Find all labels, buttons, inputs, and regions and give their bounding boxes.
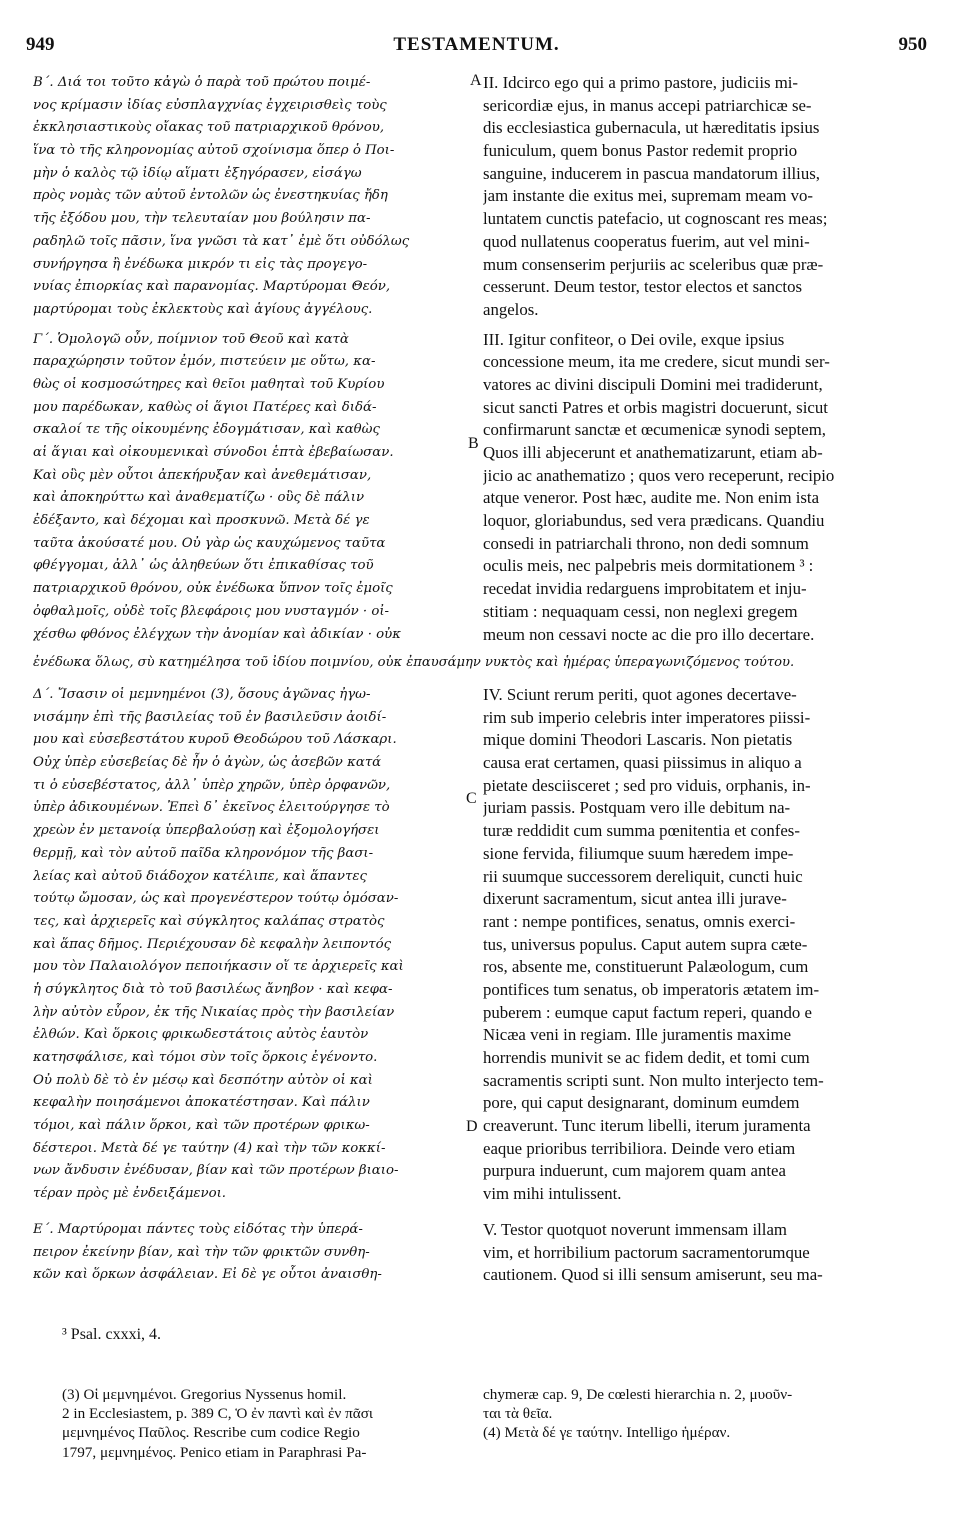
spanning-greek-line: ἐνέδωκα ὅλως, σὺ κατημέλησα τοῦ ἰδίου ποιμνίου, οὐκ ἐπαυσάμην νυκτὸς καὶ ἡμέρας ὑπεραγωνιζόμενος τούτου. bbox=[33, 655, 795, 670]
text-line: cesserunt. Deum testor, testor electos et sanctos bbox=[483, 277, 803, 297]
text-line: vatores ac divini discipuli Domini mei tradiderunt, bbox=[483, 374, 823, 394]
text-line: τι ὁ εὐσεβέστατος, ἀλλ᾿ ὑπὲρ χηρῶν, ὑπὲρ ὀρφανῶν, bbox=[33, 777, 391, 793]
text-line: συνήργησα ἢ ἐνέδωκα μικρόν τι εἰς τὰς προγεγο- bbox=[33, 256, 368, 272]
text-line: τούτῳ ὤμοσαν, ὡς καὶ προγενέστερον τούτῳ ὀμόσαν- bbox=[33, 891, 399, 907]
text-line: παραχώρησιν τοῦτον ἐμόν, πιστεύειν με οὕτω, κα- bbox=[33, 354, 376, 370]
text-line: turæ reddidit cum summa pœnitentia et confes- bbox=[483, 821, 800, 841]
latin-column-lower bbox=[483, 684, 920, 1287]
text-line: τῆς ἐξόδου μου, τὴν τελευταίαν μου βούλησιν πα- bbox=[33, 211, 371, 227]
text-line: angelos. bbox=[483, 299, 539, 319]
text-line: πρὸς νομὰς τῶν αὐτοῦ ἐντολῶν ὡς ἐνεστηκυίας ἤδη bbox=[33, 188, 388, 204]
text-line: πειρον ἐκείνην βίαν, καὶ τὴν τῶν φρικτῶν συνθη- bbox=[33, 1244, 370, 1260]
text-line: σκαλοί τε τῆς οἰκουμένης ἐδογμάτισαν, καὶ καθὼς bbox=[33, 422, 380, 438]
text-line: τέραν πρὸς μὲ ἐνδειξάμενοι. bbox=[33, 1186, 227, 1202]
text-line: μου παρέδωκαν, καθὼς οἱ ἅγιοι Πατέρες καὶ διδά- bbox=[33, 399, 377, 415]
text-line: dixerunt sacramentum, sicut antea illi jurave- bbox=[483, 889, 787, 909]
text-line: ἐδέξαντο, καὶ δέχομαι καὶ προσκυνῶ. Μετὰ δέ γε bbox=[33, 513, 370, 529]
greek-paragraph-3 bbox=[33, 329, 470, 647]
text-line: eaque prioribus terribiliora. Deinde vero etiam bbox=[483, 1138, 796, 1158]
margin-marker-a: A bbox=[470, 72, 482, 89]
text-line: V. Testor quotquot noverunt immensam illam bbox=[483, 1219, 787, 1239]
text-line: ραδηλῶ τοῖς πᾶσιν, ἵνα γνῶσι τὰ κατ᾿ ἐμὲ ὅτι οὐδόλως bbox=[33, 233, 410, 249]
text-line: quod nullatenus cooperatus fuerim, aut vel mini- bbox=[483, 231, 810, 251]
greek-column bbox=[33, 72, 470, 646]
text-line: θὼς οἱ κοσμοσώτηρες καὶ θεῖοι μαθηταὶ τοῦ Κυρίου bbox=[33, 376, 385, 392]
left-page-number: 949 bbox=[26, 34, 55, 55]
text-line: ἡ σύγκλητος διὰ τὸ τοῦ βασιλέως ἄνηβον · καὶ κεφα- bbox=[33, 981, 393, 997]
text-line: III. Igitur confiteor, o Dei ovile, exque ipsius bbox=[483, 329, 785, 349]
text-line: consedi in patriarchali throno, non dedi somnum bbox=[483, 533, 809, 553]
text-line: 1797, μεμνημένος. Penico etiam in Paraphrasi Pa- bbox=[62, 1443, 367, 1461]
text-line: sericordiæ ejus, in manus accepi patriarchicæ se- bbox=[483, 95, 812, 115]
text-line: meum non cessavi nocte ac die pro illo decertare. bbox=[483, 624, 815, 644]
text-line: νισάμην ἐπὶ τῆς βασιλείας τοῦ ἐν βασιλεῦσιν ἀοιδί- bbox=[33, 709, 387, 725]
text-line: chymeræ cap. 9, De cœlesti hierarchia n. 2, μυοῦν- bbox=[483, 1386, 793, 1403]
text-line: rant : nempe pontifices, senatus, omnis exerci- bbox=[483, 911, 796, 931]
text-line: loquor, gloriabundus, sed vera prædicans. Quandiu bbox=[483, 511, 825, 531]
text-line: πατριαρχικοῦ θρόνου, οὐκ ἐνέδωκα ὕπνον τοῖς ἐμοῖς bbox=[33, 581, 393, 597]
text-line: νος κρίμασιν ἰδίας εὐσπλαγχνίας ἐγχειρισθεὶς τοὺς bbox=[33, 97, 387, 113]
text-line: Ε΄. Μαρτύρομαι πάντες τοὺς εἰδότας τὴν ὑπερά- bbox=[33, 1221, 363, 1237]
scripture-footnote: ³ Psal. cxxxi, 4. bbox=[62, 1326, 162, 1343]
text-line: Β΄. Διά τοι τοῦτο κἀγὼ ὁ παρὰ τοῦ πρώτου ποιμέ- bbox=[33, 75, 371, 90]
text-line: φθέγγομαι, ἀλλ᾿ ὡς ἀληθεύων ὅτι ἐπικαθίσας τοῦ bbox=[33, 558, 374, 574]
greek-column-lower bbox=[33, 684, 470, 1287]
text-line: atque veneror. Post hæc, audite me. Non enim ista bbox=[483, 488, 820, 508]
text-line: vim, et horribilium pactorum sacramentorumque bbox=[483, 1242, 810, 1262]
text-line: puberem : eumque caput factum reperi, quando e bbox=[483, 1002, 812, 1022]
text-line: τες, καὶ ἀρχιερεῖς καὶ σύγκλητος καλάπας στρατὸς bbox=[33, 913, 385, 929]
greek-paragraph-2 bbox=[33, 72, 470, 322]
text-line: κῶν καὶ ὅρκων ἀσφάλειαν. Εἰ δὲ γε οὗτοι ἀναισθη- bbox=[33, 1267, 382, 1283]
text-line: Οὐ πολὺ δὲ τὸ ἐν μέσῳ καὶ δεσπότην αὐτὸν οἱ καὶ bbox=[33, 1072, 373, 1088]
margin-marker-c: C bbox=[466, 790, 477, 807]
text-line: rii suumque successorem dereliquit, cuncti huic bbox=[483, 866, 803, 886]
text-line: λείας καὶ αὐτοῦ διάδοχον κατέλιπε, καὶ ἅπαντες bbox=[33, 868, 367, 884]
text-line: ὀφθαλμοῖς, οὐδὲ τοῖς βλεφάροις μου νυσταγμόν · οἰ- bbox=[33, 603, 390, 619]
text-line: ἐλθών. Καὶ ὅρκοις φρικωδεστάτοις αὐτὸς ἑαυτὸν bbox=[33, 1027, 369, 1043]
text-line: νυίας ἐπιορκίας καὶ παρανομίας. Μαρτύρομαι Θεόν, bbox=[33, 279, 391, 295]
text-line: μου τὸν Παλαιολόγον πεποιήκασιν οἵ τε ἀρχιερεῖς καὶ bbox=[33, 959, 404, 975]
text-line: Nicæa veni in regiam. Ille juramentis maxime bbox=[483, 1025, 792, 1045]
text-line: καὶ ἅπας δῆμος. Περιέχουσαν δὲ κεφαλὴν λειποντός bbox=[33, 936, 392, 952]
text-line: ἵνα τὸ τῆς κληρονομίας αὐτοῦ σχοίνισμα ὅπερ ὁ Ποι- bbox=[33, 143, 395, 159]
notes-right bbox=[483, 1385, 923, 1443]
text-line: 2 in Ecclesiastem, p. 389 C, Ὁ ἐν παντὶ καὶ ἐν πᾶσι bbox=[62, 1405, 373, 1423]
text-line: pietate desciisceret ; sed pro viduis, orphanis, in- bbox=[483, 775, 811, 795]
text-line: sanguine, inducerem in pascua mandatorum illius, bbox=[483, 163, 820, 183]
text-line: recedat invidia redarguens improbitatem et inju- bbox=[483, 579, 807, 599]
notes-left bbox=[62, 1385, 462, 1462]
text-line: jam instante die exitus mei, supremam meam vo- bbox=[483, 186, 813, 206]
text-line: sacramentis scripti sunt. Non multo interjecto tem- bbox=[483, 1070, 824, 1090]
text-line: Καὶ οὓς μὲν οὗτοι ἀπεκήρυξαν καὶ ἀνεθεμάτισαν, bbox=[33, 467, 372, 483]
text-line: Quos illi abjecerunt et anathematizarunt, etiam ab- bbox=[483, 443, 823, 462]
text-line: μου καὶ εὐσεβεστάτου κυροῦ Θεοδώρου τοῦ Λάσκαρι. bbox=[33, 732, 397, 748]
running-title: TESTAMENTUM. bbox=[393, 34, 560, 55]
margin-marker-d: D bbox=[466, 1118, 478, 1135]
page-header bbox=[26, 34, 927, 62]
full-width-line bbox=[33, 652, 920, 675]
text-line: τόμοι, καὶ πάλιν ὅρκοι, καὶ τῶν προτέρων φρικω- bbox=[33, 1118, 370, 1134]
text-line: oculis meis, nec palpebris meis dormitationem ³ : bbox=[483, 556, 814, 576]
text-line: jicio ac anathematizo ; quos vero receperunt, recipio bbox=[483, 465, 835, 485]
text-line: concessione meum, ita me credere, sicut mundi ser- bbox=[483, 352, 830, 372]
text-line: stitiam : nequaquam cessi, non neglexi gregem bbox=[483, 601, 798, 621]
text-line: cautionem. Quod si illi sensum amiserunt, seu ma- bbox=[483, 1265, 823, 1285]
text-line: mum consenserim perjuriis ac sceleribus quæ præ- bbox=[483, 254, 824, 274]
latin-paragraph-2 bbox=[483, 72, 920, 322]
text-line: καὶ ἀποκηρύττω καὶ ἀναθεματίζω · οὓς δὲ πάλιν bbox=[33, 490, 365, 506]
text-line: sione fervida, filiumque suum hæredem impe- bbox=[483, 843, 794, 863]
text-line: funiculum, quem bonus Pastor redemit proprio bbox=[483, 141, 798, 161]
text-line: δέστεροι. Μετὰ δέ γε ταύτην (4) καὶ τὴν τῶν κοκκί- bbox=[33, 1140, 386, 1156]
text-line: tus, universus populus. Caput autem supra cæte- bbox=[483, 934, 808, 954]
text-line: κατησφάλισε, καὶ τόμοι σὺν τοῖς ὅρκοις ἐγένοντο. bbox=[33, 1050, 378, 1065]
text-line: dis ecclesiastica gubernacula, ut hæreditatis ipsius bbox=[483, 118, 820, 138]
latin-paragraph-3 bbox=[483, 329, 920, 647]
margin-marker-b: B bbox=[468, 435, 479, 452]
text-line: ἐκκλησιαστικοὺς οἴακας τοῦ πατριαρχικοῦ θρόνου, bbox=[33, 120, 385, 136]
text-line: causa erat certamen, quasi piissimus in aliquo a bbox=[483, 753, 802, 773]
text-line: χρεὼν ἐν μετανοίᾳ ὑπερβαλούσῃ καὶ ἐξομολογήσει bbox=[33, 823, 380, 839]
text-line: II. Idcirco ego qui a primo pastore, judiciis mi- bbox=[483, 73, 799, 92]
text-line: confirmarunt sanctæ et œcumenicæ synodi septem, bbox=[483, 420, 826, 440]
text-line: horrendis munivit se ac fidem dedit, et tomi cum bbox=[483, 1048, 810, 1067]
text-line: luntatem cunctis patefacio, ut cognoscant res meas; bbox=[483, 209, 828, 229]
text-line: θερμῇ, καὶ τὸν αὐτοῦ παῖδα κληρονόμον τῆς βασι- bbox=[33, 845, 374, 861]
text-line: juriam passis. Postquam vero ille debitum na- bbox=[483, 798, 791, 818]
text-line: Οὐχ ὑπὲρ εὐσεβείας δὲ ἦν ὁ ἀγὼν, ὡς ἀσεβῶν κατά bbox=[33, 755, 382, 771]
right-page-number: 950 bbox=[898, 34, 927, 55]
text-line: αἱ ἅγιαι καὶ οἰκουμενικαὶ σύνοδοι ἑπτὰ ἐβεβαίωσαν. bbox=[33, 445, 394, 460]
text-line: Γ΄. Ὁμολογῶ οὖν, ποίμνιον τοῦ Θεοῦ καὶ κατὰ bbox=[33, 331, 349, 347]
latin-paragraph-5 bbox=[483, 1219, 920, 1287]
text-line: pontifices tum senatus, ob imperatoris ætatem im- bbox=[483, 979, 820, 999]
text-line: κεφαλὴν ποιησάμενοι ἀποκατέστησαν. Καὶ πάλιν bbox=[33, 1095, 370, 1111]
text-line: (4) Μετὰ δέ γε ταύτην. Intelligo ἡμέραν. bbox=[483, 1424, 731, 1442]
text-line: vim mihi intulissent. bbox=[483, 1184, 622, 1204]
latin-column bbox=[483, 72, 920, 646]
text-line: IV. Sciunt rerum periti, quot agones decertave- bbox=[483, 685, 797, 704]
text-line: ται τὰ θεῖα. bbox=[483, 1405, 553, 1423]
text-line: pore, qui caput designarant, dominum eumdem bbox=[483, 1093, 800, 1113]
text-line: μεμνημένος Παῦλος. Rescribe cum codice Regio bbox=[62, 1424, 360, 1442]
text-line: creaverunt. Tunc iterum libelli, iterum juramenta bbox=[483, 1116, 811, 1136]
latin-paragraph-4 bbox=[483, 684, 920, 1206]
greek-paragraph-4 bbox=[33, 684, 470, 1206]
text-line: rim sub imperio celebris inter imperatores piissi- bbox=[483, 707, 811, 727]
text-line: νων ἄνδυσιν ἐνέδυσαν, βίαν καὶ τῶν προτέρων βιαιο- bbox=[33, 1163, 399, 1179]
text-line: μαρτύρομαι τοὺς ἐκλεκτοὺς καὶ ἁγίους ἀγγέλους. bbox=[33, 301, 373, 317]
text-line: μὴν ὁ καλὸς τῷ ἰδίῳ αἵματι ἐξηγόρασεν, εἰσάγω bbox=[33, 165, 362, 181]
text-line: ὑπὲρ ἀδικουμένων. Ἐπεὶ δ᾿ ἐκεῖνος ἐλειτούργησε τὸ bbox=[33, 800, 390, 816]
text-line: Δ΄. Ἴσασιν οἱ μεμνημένοι (3), ὅσους ἀγῶνας ἠγω- bbox=[33, 687, 371, 702]
text-line: λὴν αὐτὸν εὗρον, ἐκ τῆς Νικαίας πρὸς τὴν βασιλείαν bbox=[33, 1004, 395, 1020]
text-line: χέσθω φθόνος ἐλέγχων τὴν ἀνομίαν καὶ ἀδικίαν · οὐκ bbox=[33, 626, 401, 642]
text-line: mique domini Theodori Lascaris. Non pietatis bbox=[483, 730, 793, 750]
text-line: purpura induerunt, cum majorem quam antea bbox=[483, 1161, 786, 1181]
text-line: ταῦτα ἀκούσατέ μου. Οὐ γὰρ ὡς καυχώμενος ταῦτα bbox=[33, 535, 386, 551]
text-line: ros, absente me, constituerunt Palæologum, cum bbox=[483, 957, 809, 977]
text-line: sicut sancti Patres et orbis magistri docuerunt, sicut bbox=[483, 397, 828, 417]
text-line: (3) Οἱ μεμνημένοι. Gregorius Nyssenus homil. bbox=[62, 1386, 347, 1403]
greek-paragraph-5 bbox=[33, 1219, 470, 1287]
